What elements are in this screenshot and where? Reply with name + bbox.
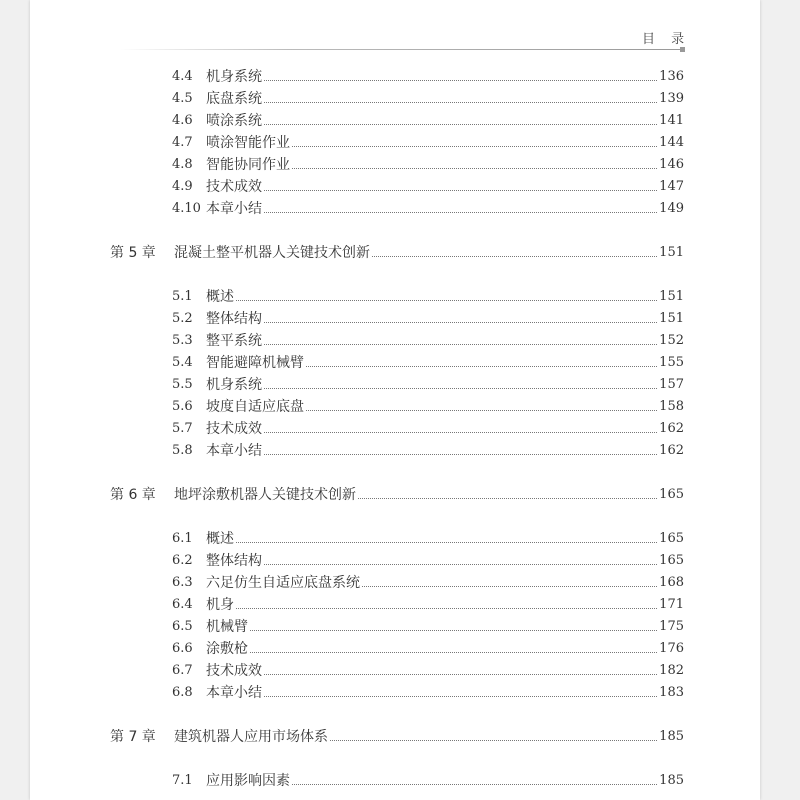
toc-entry-number: 5.5 — [172, 377, 193, 392]
toc-entry-page-number: 176 — [659, 641, 684, 656]
toc-entry-page-number: 168 — [659, 575, 684, 590]
toc-entry-number: 4.7 — [172, 135, 193, 150]
toc-leader-dots — [264, 453, 657, 455]
toc-entry-page-number: 185 — [659, 773, 684, 788]
toc-section-entry[interactable] — [172, 110, 684, 132]
toc-leader-dots — [292, 783, 657, 785]
toc-entry-page-number: 136 — [659, 69, 684, 84]
toc-section-entry[interactable] — [172, 352, 684, 374]
toc-entry-page-number: 152 — [659, 333, 684, 348]
toc-entry-title: 本章小结 — [206, 685, 262, 701]
toc-entry-number: 6.4 — [172, 597, 193, 612]
toc-chapter-entry[interactable] — [110, 726, 684, 748]
toc-entry-number: 6.2 — [172, 553, 193, 568]
toc-leader-dots — [264, 563, 657, 565]
toc-entry-page-number: 151 — [659, 245, 684, 260]
toc-section-entry[interactable] — [172, 770, 684, 792]
toc-entry-number: 5.8 — [172, 443, 193, 458]
toc-entry-title: 整体结构 — [206, 311, 262, 327]
toc-leader-dots — [372, 255, 657, 257]
toc-entry-title: 概述 — [206, 289, 234, 305]
toc-entry-title: 技术成效 — [206, 179, 262, 195]
toc-entry-number: 6.3 — [172, 575, 193, 590]
toc-entry-number: 4.10 — [172, 201, 201, 216]
toc-entry-number: 5.3 — [172, 333, 193, 348]
toc-leader-dots — [264, 189, 657, 191]
toc-entry-title: 喷涂智能作业 — [206, 135, 290, 151]
toc-section-entry[interactable] — [172, 286, 684, 308]
toc-leader-dots — [250, 651, 657, 653]
toc-entry-title: 智能协同作业 — [206, 157, 290, 173]
toc-section-entry[interactable] — [172, 330, 684, 352]
toc-entry-number: 6.8 — [172, 685, 193, 700]
toc-section-entry[interactable] — [172, 528, 684, 550]
header-rule — [120, 49, 680, 50]
toc-leader-dots — [264, 101, 657, 103]
toc-entry-title: 整平系统 — [206, 333, 262, 349]
toc-leader-dots — [264, 387, 657, 389]
toc-entry-title: 六足仿生自适应底盘系统 — [206, 575, 360, 591]
toc-entry-page-number: 185 — [659, 729, 684, 744]
document-page — [30, 0, 760, 800]
toc-entry-number: 6.5 — [172, 619, 193, 634]
toc-entry-number: 4.5 — [172, 91, 193, 106]
toc-entry-number: 5.6 — [172, 399, 193, 414]
toc-entry-title: 底盘系统 — [206, 91, 262, 107]
toc-entry-title: 本章小结 — [206, 443, 262, 459]
toc-entry-title: 智能避障机械臂 — [206, 355, 304, 371]
toc-entry-title: 概述 — [206, 531, 234, 547]
toc-entry-page-number: 182 — [659, 663, 684, 678]
toc-entry-title: 喷涂系统 — [206, 113, 262, 129]
toc-entry-page-number: 144 — [659, 135, 684, 150]
toc-entry-number: 5.4 — [172, 355, 193, 370]
toc-section-entry[interactable] — [172, 682, 684, 704]
toc-leader-dots — [264, 695, 657, 697]
toc-entry-number: 4.9 — [172, 179, 193, 194]
toc-section-entry[interactable] — [172, 418, 684, 440]
toc-section-entry[interactable] — [172, 154, 684, 176]
toc-entry-title: 地坪涂敷机器人关键技术创新 — [174, 487, 356, 503]
toc-entry-page-number: 165 — [659, 531, 684, 546]
toc-entry-page-number: 165 — [659, 553, 684, 568]
toc-entry-page-number: 158 — [659, 399, 684, 414]
toc-entry-title: 机身 — [206, 597, 234, 613]
toc-chapter-entry[interactable] — [110, 484, 684, 506]
running-header-title: 目 录 — [642, 32, 691, 47]
toc-entry-number: 第 7 章 — [110, 729, 156, 745]
toc-leader-dots — [236, 541, 657, 543]
toc-section-entry[interactable] — [172, 638, 684, 660]
toc-entry-title: 机械臂 — [206, 619, 248, 635]
toc-section-entry[interactable] — [172, 374, 684, 396]
toc-leader-dots — [362, 585, 657, 587]
toc-section-entry[interactable] — [172, 660, 684, 682]
toc-entry-page-number: 175 — [659, 619, 684, 634]
header-rule-marker — [680, 47, 685, 52]
toc-entry-page-number: 141 — [659, 113, 684, 128]
toc-leader-dots — [264, 343, 657, 345]
toc-entry-page-number: 146 — [659, 157, 684, 172]
toc-entry-title: 坡度自适应底盘 — [206, 399, 304, 415]
toc-entry-page-number: 147 — [659, 179, 684, 194]
toc-entry-title: 机身系统 — [206, 69, 262, 85]
toc-entry-page-number: 171 — [659, 597, 684, 612]
toc-section-entry[interactable] — [172, 440, 684, 462]
toc-entry-number: 第 6 章 — [110, 487, 156, 503]
toc-entry-number: 4.4 — [172, 69, 193, 84]
toc-entry-number: 5.1 — [172, 289, 193, 304]
toc-entry-title: 建筑机器人应用市场体系 — [174, 729, 328, 745]
toc-entry-page-number: 155 — [659, 355, 684, 370]
toc-section-entry[interactable] — [172, 594, 684, 616]
toc-entry-number: 4.6 — [172, 113, 193, 128]
toc-entry-title: 应用影响因素 — [206, 773, 290, 789]
toc-leader-dots — [330, 739, 657, 741]
toc-entry-title: 本章小结 — [206, 201, 262, 217]
toc-entry-number: 4.8 — [172, 157, 193, 172]
toc-entry-number: 6.7 — [172, 663, 193, 678]
toc-leader-dots — [236, 299, 657, 301]
toc-entry-number: 6.6 — [172, 641, 193, 656]
toc-entry-title: 技术成效 — [206, 663, 262, 679]
toc-entry-page-number: 139 — [659, 91, 684, 106]
toc-entry-title: 混凝土整平机器人关键技术创新 — [174, 245, 370, 261]
toc-entry-number: 7.1 — [172, 773, 193, 788]
toc-section-entry[interactable] — [172, 132, 684, 154]
toc-leader-dots — [264, 211, 657, 213]
toc-entry-title: 技术成效 — [206, 421, 262, 437]
toc-entry-page-number: 165 — [659, 487, 684, 502]
toc-chapter-entry[interactable] — [110, 242, 684, 264]
toc-section-entry[interactable] — [172, 550, 684, 572]
toc-entry-page-number: 183 — [659, 685, 684, 700]
toc-section-entry[interactable] — [172, 66, 684, 88]
toc-leader-dots — [264, 673, 657, 675]
toc-leader-dots — [250, 629, 657, 631]
toc-section-entry[interactable] — [172, 198, 684, 220]
toc-entry-page-number: 149 — [659, 201, 684, 216]
toc-leader-dots — [264, 321, 657, 323]
toc-entry-page-number: 151 — [659, 311, 684, 326]
toc-entry-page-number: 162 — [659, 421, 684, 436]
toc-entry-number: 6.1 — [172, 531, 193, 546]
toc-leader-dots — [292, 167, 657, 169]
toc-entry-page-number: 162 — [659, 443, 684, 458]
toc-entry-number: 5.2 — [172, 311, 193, 326]
toc-entry-page-number: 151 — [659, 289, 684, 304]
toc-entry-title: 涂敷枪 — [206, 641, 248, 657]
toc-entry-page-number: 157 — [659, 377, 684, 392]
toc-entry-title: 整体结构 — [206, 553, 262, 569]
toc-entry-title: 机身系统 — [206, 377, 262, 393]
toc-entry-number: 5.7 — [172, 421, 193, 436]
toc-section-entry[interactable] — [172, 572, 684, 594]
toc-leader-dots — [264, 431, 657, 433]
toc-section-entry[interactable] — [172, 616, 684, 638]
toc-leader-dots — [236, 607, 657, 609]
toc-leader-dots — [358, 497, 657, 499]
toc-leader-dots — [306, 409, 657, 411]
toc-leader-dots — [264, 79, 657, 81]
toc-section-entry[interactable] — [172, 396, 684, 418]
toc-leader-dots — [264, 123, 657, 125]
toc-leader-dots — [306, 365, 657, 367]
toc-section-entry[interactable] — [172, 88, 684, 110]
toc-leader-dots — [292, 145, 657, 147]
toc-section-entry[interactable] — [172, 308, 684, 330]
toc-entry-number: 第 5 章 — [110, 245, 156, 261]
toc-section-entry[interactable] — [172, 176, 684, 198]
